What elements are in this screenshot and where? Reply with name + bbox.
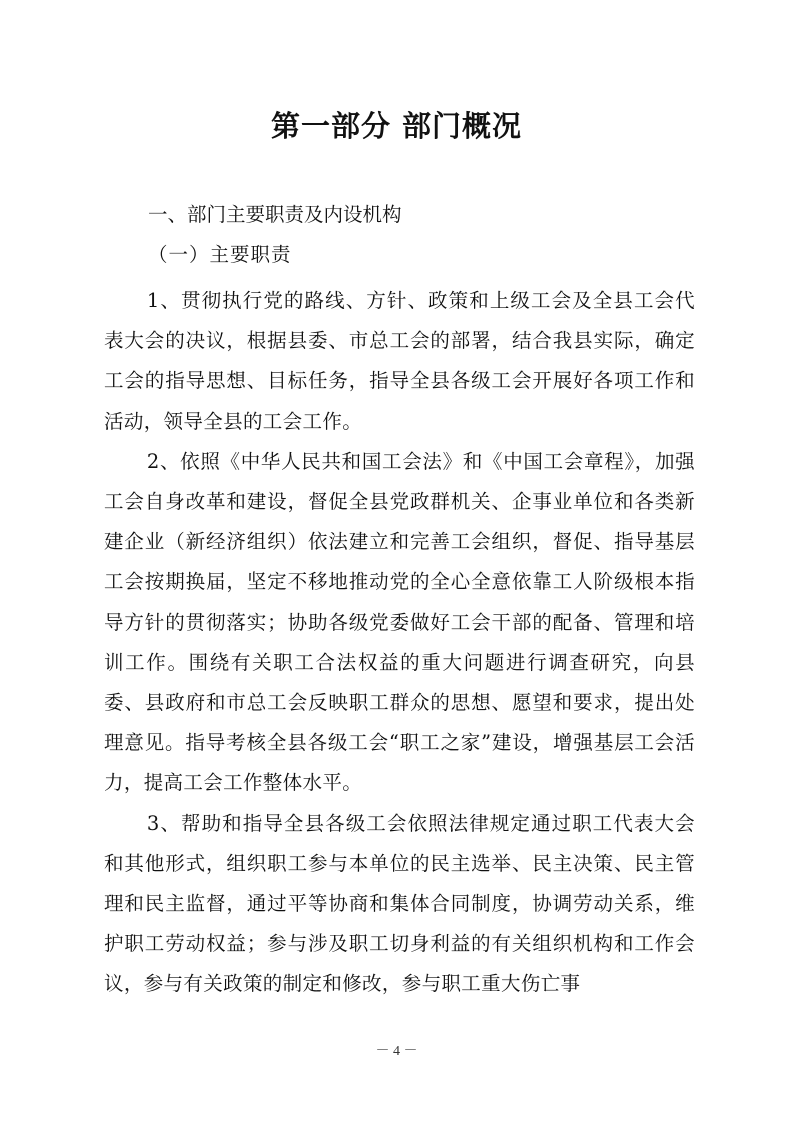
- page-title: 第一部分 部门概况: [270, 109, 523, 143]
- paragraph: 2、依照《中华人民共和国工会法》和《中国工会章程》，加强工会自身改革和建设，督促全县党政群机关、企事业单位和各类新建企业（新经济组织）依法建立和完善工会组织，督促、指导基层工会按期换届，坚定不移地推动党的全心全意依靠工人阶级根本指导方针的贯彻落实；协助各级党委做好工会干部的配备、管理和培训工作。围绕有关职工合法权益的重大问题进行调查研究，向县委、县政府和市总工会反映职工群众的思想、愿望和要求，提出处理意见。指导考核全县各级工会“职工之家”建设，增强基层工会活力，提高工会工作整体水平。: [104, 449, 695, 795]
- paragraph: 3、帮助和指导全县各级工会依照法律规定通过职工代表大会和其他形式，组织职工参与本单位的民主选举、民主决策、民主管理和民主监督，通过平等协商和集体合同制度，协调劳动关系，维护职工劳动权益；参与涉及职工切身利益的有关组织机构和工作会议，参与有关政策的制定和修改，参与职工重大伤亡事: [104, 811, 695, 996]
- paragraph: 1、贯彻执行党的路线、方针、政策和上级工会及全县工会代表大会的决议，根据县委、市总工会的部署，结合我县实际，确定工会的指导思想、目标任务，指导全县各级工会开展好各项工作和活动，领导全县的工会工作。: [104, 289, 695, 433]
- page-number: － 4 －: [375, 1044, 418, 1059]
- section-heading: 一、部门主要职责及内设机构: [148, 203, 402, 226]
- body-text: [104, 281, 695, 1005]
- subsection-heading: （一）主要职责: [148, 243, 292, 266]
